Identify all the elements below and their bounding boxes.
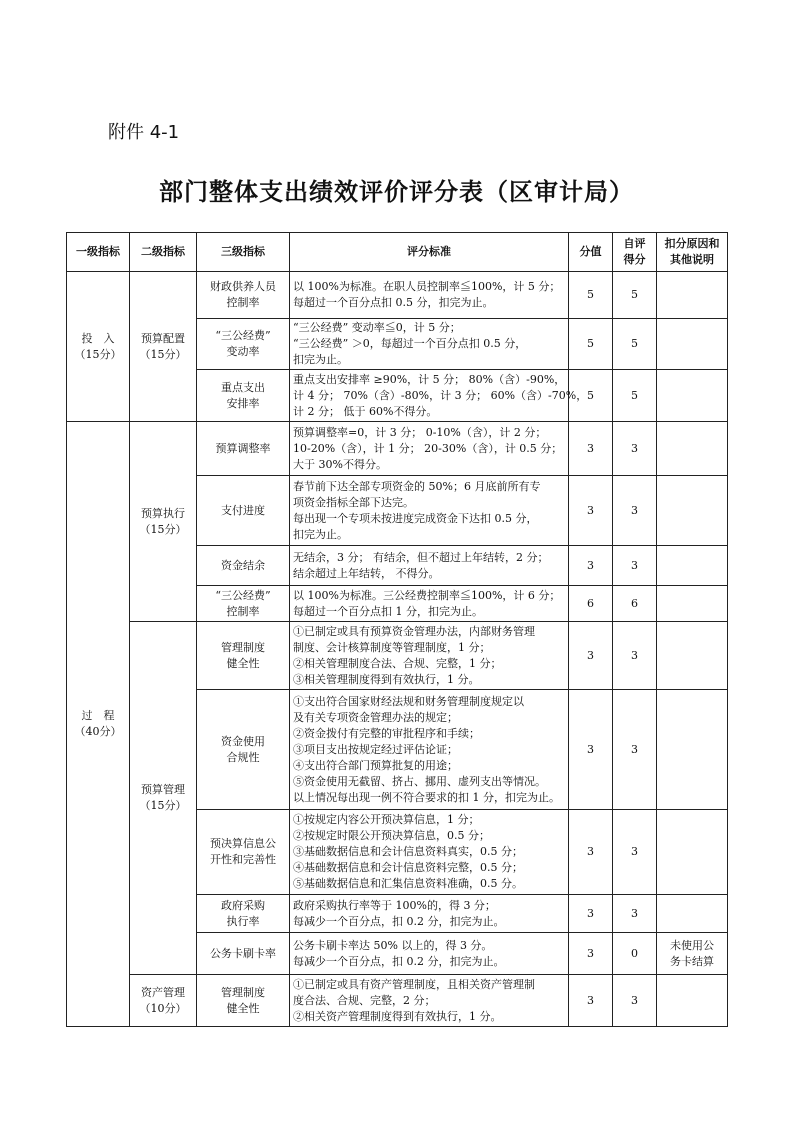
cell-text-line: 扣完为止。 [293, 353, 348, 366]
score-cell [569, 933, 613, 975]
cell-text-line: 3 [631, 441, 638, 455]
cell-text-line: 5 [587, 388, 594, 402]
criteria-cell [290, 319, 569, 370]
score-cell [569, 476, 613, 546]
self-score-cell [613, 895, 657, 933]
score-cell [569, 622, 613, 690]
cell-text-line: 3 [631, 558, 638, 572]
self-score-cell [613, 422, 657, 476]
note-cell [657, 422, 728, 476]
level3-indicator [197, 586, 290, 622]
cell-text-line: 重点支出安排率 ≥90%，计 5 分； 80%（含）-90%， [293, 372, 566, 386]
level2-budget-management [130, 622, 197, 975]
cell-text-line: 变动率 [226, 345, 260, 358]
note-cell [657, 319, 728, 370]
score-cell [569, 586, 613, 622]
cell-text-line: 重点支出 [221, 380, 265, 394]
cell-text-line: 公务卡刷卡率达 50% 以上的，得 3 分。 [293, 938, 493, 952]
cell-text-line: 大于 30%不得分。 [293, 457, 387, 471]
cell-text-line: 5 [631, 337, 638, 350]
self-score-cell [613, 319, 657, 370]
note-cell [657, 810, 728, 895]
cell-text-line: 过 程 [81, 709, 115, 722]
cell-text-line: 3 [587, 906, 594, 920]
cell-text-line: （15分） [139, 522, 187, 536]
criteria-cell [290, 422, 569, 476]
cell-text-line: 以上情况每出现一例不符合要求的扣 1 分，扣完为止。 [293, 790, 560, 804]
cell-text-line: ③项目支出按规定经过评估论证； [293, 742, 458, 756]
cell-text-line: 3 [587, 648, 594, 662]
note-cell [657, 895, 728, 933]
cell-text-line: 管理制度 [221, 640, 265, 654]
cell-text-line: 春节前下达全部专项资金的 50%；6 月底前所有专 [293, 479, 541, 493]
cell-text-line: 制度、会计核算制度等管理制度，1 分； [293, 640, 491, 654]
cell-text-line: 3 [631, 503, 638, 517]
page-title: 部门整体支出绩效评价评分表（区审计局） [159, 177, 634, 206]
cell-text-line: 3 [587, 742, 594, 756]
scoring-table [66, 232, 728, 1027]
self-score-cell [613, 933, 657, 975]
level3-indicator [197, 422, 290, 476]
cell-text-line: ②资金拨付有完整的审批程序和手续； [293, 726, 480, 740]
cell-text-line: 5 [587, 337, 594, 350]
cell-text-line: “三公经费” 变动率≦0，计 5 分； [293, 321, 461, 334]
cell-text-line: （15分） [74, 347, 122, 361]
cell-text-line: 3 [631, 742, 638, 756]
attachment-label: 附件 4-1 [108, 122, 180, 143]
header-score [569, 233, 613, 272]
score-cell [569, 272, 613, 319]
cell-text-line: 预算配置 [141, 331, 185, 345]
table-row [67, 622, 728, 690]
cell-text-line: 执行率 [226, 914, 260, 928]
level3-indicator [197, 933, 290, 975]
cell-text-line: 预算调整率 [215, 441, 271, 455]
cell-text-line: 每出现一个专项未按进度完成资金下达扣 0.5 分， [293, 511, 538, 525]
cell-text-line: 3 [587, 946, 594, 960]
cell-text-line: 无结余，3 分； 有结余，但不超过上年结转，2 分； [293, 550, 549, 564]
cell-text-line: 预算调整率=0，计 3 分； 0-10%（含），计 2 分； [293, 425, 547, 439]
cell-text-line: （40分） [74, 725, 122, 738]
criteria-cell [290, 272, 569, 319]
header-level2 [130, 233, 197, 272]
cell-text-line: 控制率 [226, 604, 260, 618]
cell-text-line: 务卡结算 [670, 954, 714, 968]
score-cell [569, 810, 613, 895]
header-self-score [613, 233, 657, 272]
cell-text-line: 其他说明 [670, 253, 714, 266]
cell-text-line: 0 [631, 946, 638, 960]
criteria-cell [290, 622, 569, 690]
cell-text-line: 6 [631, 596, 638, 610]
note-cell [657, 622, 728, 690]
cell-text-line: 10-20%（含），计 1 分； 20-30%（含），计 0.5 分； [293, 441, 563, 455]
cell-text-line: 6 [587, 596, 594, 610]
cell-text-line: 评分标准 [407, 245, 451, 258]
cell-text-line: 政府采购 [221, 898, 265, 912]
cell-text-line: ②按规定时限公开预决算信息，0.5 分； [293, 829, 490, 842]
cell-text-line: ①已制定或具有资产管理制度，且相关资产管理制 [293, 977, 535, 991]
self-score-cell [613, 622, 657, 690]
cell-text-line: 5 [631, 388, 638, 402]
self-score-cell [613, 810, 657, 895]
criteria-cell [290, 586, 569, 622]
level3-indicator [197, 272, 290, 319]
cell-text-line: 资产管理 [141, 985, 185, 999]
cell-text-line: （10分） [139, 1001, 187, 1015]
cell-text-line: ③相关管理制度得到有效执行，1 分。 [293, 672, 480, 686]
self-score-cell [613, 476, 657, 546]
cell-text-line: 3 [587, 558, 594, 572]
cell-text-line: ①已制定或具有预算资金管理办法，内部财务管理 [293, 624, 535, 638]
cell-text-line: ①按规定内容公开预决算信息，1 分； [293, 813, 480, 826]
cell-text-line: 3 [631, 648, 638, 662]
cell-text-line: 及有关专项资金管理办法的规定； [293, 710, 458, 724]
note-cell [657, 476, 728, 546]
cell-text-line: 预算管理 [141, 783, 185, 796]
cell-text-line: 每减少一个百分点，扣 0.2 分，扣完为止。 [293, 954, 505, 968]
cell-text-line: ③基础数据信息和会计信息资料真实，0.5 分； [293, 845, 523, 858]
cell-text-line: ②相关资产管理制度得到有效执行，1 分。 [293, 1009, 502, 1023]
note-cell [657, 975, 728, 1027]
self-score-cell [613, 975, 657, 1027]
cell-text-line: 计 4 分； 70%（含）-80%，计 3 分； 60%（含）-70%， [293, 388, 588, 402]
cell-text-line: 资金结余 [221, 558, 265, 572]
criteria-cell [290, 546, 569, 586]
cell-text-line: 结余超过上年结转， 不得分。 [293, 566, 440, 580]
level3-indicator [197, 690, 290, 810]
cell-text-line: （15分） [139, 799, 187, 812]
cell-text-line: 控制率 [226, 296, 260, 309]
cell-text-line: 项资金指标全部下达完。 [293, 495, 414, 509]
table-header-row [67, 233, 728, 272]
criteria-cell [290, 690, 569, 810]
cell-text-line: 预算执行 [141, 506, 185, 520]
level1-input [67, 272, 130, 422]
level3-indicator [197, 370, 290, 422]
level2-budget-allocation [130, 272, 197, 422]
cell-text-line: 一级指标 [76, 245, 120, 258]
table-row [67, 422, 728, 476]
cell-text-line: “三公经费” [215, 588, 271, 602]
cell-text-line: 3 [587, 441, 594, 455]
level3-indicator [197, 622, 290, 690]
criteria-cell [290, 975, 569, 1027]
cell-text-line: 5 [587, 288, 594, 301]
cell-text-line: 公务卡刷卡率 [210, 946, 276, 960]
cell-text-line: 投 入 [81, 331, 115, 345]
level3-indicator [197, 810, 290, 895]
note-cell [657, 586, 728, 622]
criteria-cell [290, 476, 569, 546]
level2-budget-execution [130, 422, 197, 622]
level1-process [67, 422, 130, 1027]
cell-text-line: 扣分原因和 [664, 237, 720, 250]
cell-text-line: “三公经费” ＞0，每超过一个百分点扣 0.5 分， [293, 337, 527, 350]
level3-indicator [197, 319, 290, 370]
header-criteria [290, 233, 569, 272]
cell-text-line: 5 [631, 288, 638, 301]
cell-text-line: 预决算信息公 [210, 837, 276, 850]
cell-text-line: 资金使用 [221, 734, 265, 748]
criteria-cell [290, 810, 569, 895]
header-level1 [67, 233, 130, 272]
criteria-cell [290, 933, 569, 975]
criteria-cell [290, 370, 588, 422]
level3-indicator [197, 546, 290, 586]
self-score-cell [613, 546, 657, 586]
cell-text-line: 安排率 [226, 396, 260, 410]
level2-asset-management [130, 975, 197, 1027]
cell-text-line: ④基础数据信息和会计信息资料完整，0.5 分； [293, 861, 523, 874]
cell-text-line: 以 100%为标准。在职人员控制率≦100%，计 5 分； [293, 280, 561, 293]
cell-text-line: 财政供养人员 [210, 280, 276, 293]
score-cell [569, 422, 613, 476]
note-cell [657, 370, 728, 422]
table-row [67, 975, 728, 1027]
cell-text-line: 度合法、合规、完整，2 分； [293, 993, 436, 1007]
cell-text-line: ⑤资金使用无截留、挤占、挪用、虚列支出等情况。 [293, 774, 546, 788]
cell-text-line: 健全性 [226, 656, 260, 670]
self-score-cell [613, 586, 657, 622]
self-score-cell [613, 272, 657, 319]
cell-text-line: 3 [631, 845, 638, 858]
criteria-cell [290, 895, 569, 933]
level3-indicator [197, 895, 290, 933]
note-cell [657, 546, 728, 586]
cell-text-line: 3 [587, 993, 594, 1007]
cell-text-line: 三级指标 [221, 245, 265, 258]
header-note [657, 233, 728, 272]
cell-text-line: 扣完为止。 [293, 527, 348, 541]
cell-text-line: 自评 [623, 237, 646, 250]
cell-text-line: 每超过一个百分点扣 1 分，扣完为止。 [293, 604, 483, 618]
cell-text-line: 健全性 [226, 1001, 260, 1015]
cell-text-line: ⑤基础数据信息和汇集信息资料准确，0.5 分。 [293, 877, 523, 890]
cell-text-line: 3 [587, 503, 594, 517]
cell-text-line: ①支出符合国家财经法规和财务管理制度规定以 [293, 694, 524, 708]
note-cell [657, 272, 728, 319]
cell-text-line: 每减少一个百分点，扣 0.2 分，扣完为止。 [293, 914, 505, 928]
level3-indicator [197, 975, 290, 1027]
score-cell [569, 690, 613, 810]
cell-text-line: 政府采购执行率等于 100%的，得 3 分； [293, 898, 496, 912]
cell-text-line: 开性和完善性 [210, 853, 276, 866]
score-cell [569, 546, 613, 586]
cell-text-line: 未使用公 [670, 938, 714, 952]
cell-text-line: 合规性 [226, 750, 260, 764]
cell-text-line: 以 100%为标准。三公经费控制率≦100%，计 6 分； [293, 588, 561, 602]
cell-text-line: 3 [587, 845, 594, 858]
cell-text-line: 计 2 分； 低于 60%不得分。 [293, 404, 438, 418]
cell-text-line: 得分 [623, 253, 646, 266]
cell-text-line: ④支出符合部门预算批复的用途； [293, 758, 458, 772]
header-level3 [197, 233, 290, 272]
cell-text-line: ②相关管理制度合法、合规、完整，1 分； [293, 656, 502, 670]
note-cell [657, 933, 728, 975]
cell-text-line: （15分） [139, 347, 187, 361]
cell-text-line: 每超过一个百分点扣 0.5 分，扣完为止。 [293, 296, 494, 309]
self-score-cell [613, 370, 657, 422]
cell-text-line: 3 [631, 906, 638, 920]
cell-text-line: 管理制度 [221, 985, 265, 999]
cell-text-line: 支付进度 [221, 503, 265, 517]
score-cell [569, 895, 613, 933]
table-row [67, 272, 728, 319]
cell-text-line: 分值 [579, 245, 602, 258]
cell-text-line: 二级指标 [141, 245, 185, 258]
level3-indicator [197, 476, 290, 546]
note-cell [657, 690, 728, 810]
score-cell [569, 319, 613, 370]
cell-text-line: “三公经费” [215, 329, 271, 342]
score-cell [569, 975, 613, 1027]
cell-text-line: 3 [631, 993, 638, 1007]
self-score-cell [613, 690, 657, 810]
